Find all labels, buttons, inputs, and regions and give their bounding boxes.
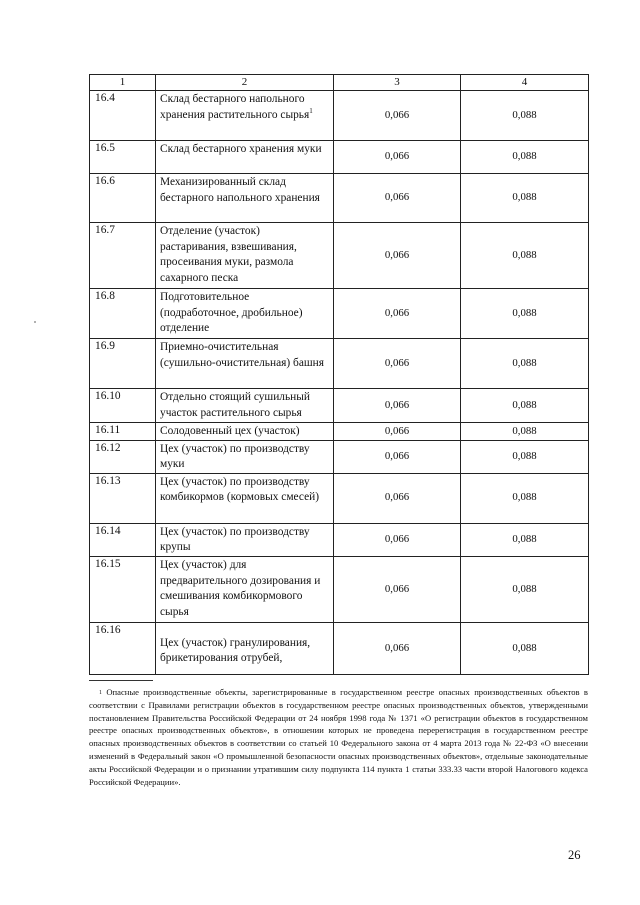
table-row [90,423,589,441]
value-col3: 0,066 [334,473,461,523]
row-number: 16.9 [90,339,156,389]
object-name: Цех (участок) для предварительного дозирования и смешивания комбикормового сырья [156,556,334,622]
value-col4: 0,088 [461,440,589,473]
value-col3: 0,066 [334,389,461,423]
table-row [90,622,589,674]
row-number: 16.16 [90,622,156,674]
row-number: 16.6 [90,174,156,223]
footnote [89,686,588,788]
column-header-4: 4 [461,75,589,91]
value-col3: 0,066 [334,223,461,289]
value-col3: 0,066 [334,622,461,674]
table-row [90,440,589,473]
row-number: 16.8 [90,289,156,339]
table-row [90,389,589,423]
value-col3: 0,066 [334,440,461,473]
value-col4: 0,088 [461,339,589,389]
object-name: Подготовительное (подработочное, дробильное) отделение [156,289,334,339]
column-header-3: 3 [334,75,461,91]
value-col4: 0,088 [461,523,589,556]
object-name: Приемно-очистительная (сушильно-очистительная) башня [156,339,334,389]
value-col3: 0,066 [334,289,461,339]
value-col3: 0,066 [334,141,461,174]
value-col4: 0,088 [461,622,589,674]
value-col4: 0,088 [461,223,589,289]
value-col4: 0,088 [461,141,589,174]
table-row [90,223,589,289]
row-number: 16.10 [90,389,156,423]
object-name: Цех (участок) по производству муки [156,440,334,473]
row-number: 16.7 [90,223,156,289]
table-row [90,523,589,556]
object-name: Склад бестарного хранения муки [156,141,334,174]
value-col3: 0,066 [334,174,461,223]
row-number: 16.11 [90,423,156,441]
object-name: Отдельно стоящий сушильный участок растительного сырья [156,389,334,423]
row-number: 16.15 [90,556,156,622]
row-number: 16.12 [90,440,156,473]
table-header-row [90,75,589,91]
object-name: Отделение (участок) растаривания, взвешивания, просеивания муки, размола сахарного песка [156,223,334,289]
value-col4: 0,088 [461,556,589,622]
table-row [90,141,589,174]
row-number: 16.5 [90,141,156,174]
page-number: 26 [568,848,581,862]
object-name: Механизированный склад бестарного напольного хранения [156,174,334,223]
value-col4: 0,088 [461,174,589,223]
table-row [90,174,589,223]
value-col4: 0,088 [461,289,589,339]
row-number: 16.4 [90,91,156,141]
table-row [90,473,589,523]
value-col3: 0,066 [334,523,461,556]
object-name: Солодовенный цех (участок) [156,423,334,441]
object-name: Цех (участок) по производству крупы [156,523,334,556]
object-name: Цех (участок) гранулирования, брикетирования отрубей, [156,622,334,674]
object-name: Цех (участок) по производству комбикормов (кормовых смесей) [156,473,334,523]
scan-artifact [34,321,36,323]
table-row [90,339,589,389]
value-col4: 0,088 [461,473,589,523]
footnote-mark: 1 [99,690,102,696]
value-col3: 0,066 [334,91,461,141]
table-row [90,556,589,622]
table-row [90,91,589,141]
footnote-reference: 1 [309,106,313,115]
column-header-2: 2 [156,75,334,91]
column-header-1: 1 [90,75,156,91]
table-row [90,289,589,339]
value-col4: 0,088 [461,389,589,423]
row-number: 16.13 [90,473,156,523]
row-number: 16.14 [90,523,156,556]
value-col3: 0,066 [334,423,461,441]
footnote-separator [89,680,153,681]
footnote-text: Опасные производственные объекты, зарегистрированные в государственном реестре опасных производственных объектов в соответствии с Правилами регистрации объектов в государственном реестре опасных производственных объектов, утвержденными постановлением Правительства Российской Федерации от 24 ноября 1998 года № 1371 «О регистрации объектов в государственном реестре опасных производственных объектов», в отношении которых не проведена перерегистрация в государственном реестре опасных производственных объектов в соответствии со статьей 10 Федерального закона от 4 марта 2013 года № 22-ФЗ «О внесении изменений в Федеральный закон «О промышленной безопасности опасных производственных объектов», отдельные законодательные акты Российской Федерации и о признании утратившим силу подпункта 114 пункта 1 статьи 333.33 части второй Налогового кодекса Российской Федерации». [89,687,588,787]
value-col4: 0,088 [461,91,589,141]
object-name: Склад бестарного напольного хранения растительного сырья$^1$ [156,91,334,141]
value-col3: 0,066 [334,339,461,389]
value-col3: 0,066 [334,556,461,622]
rates-table [89,74,589,675]
value-col4: 0,088 [461,423,589,441]
